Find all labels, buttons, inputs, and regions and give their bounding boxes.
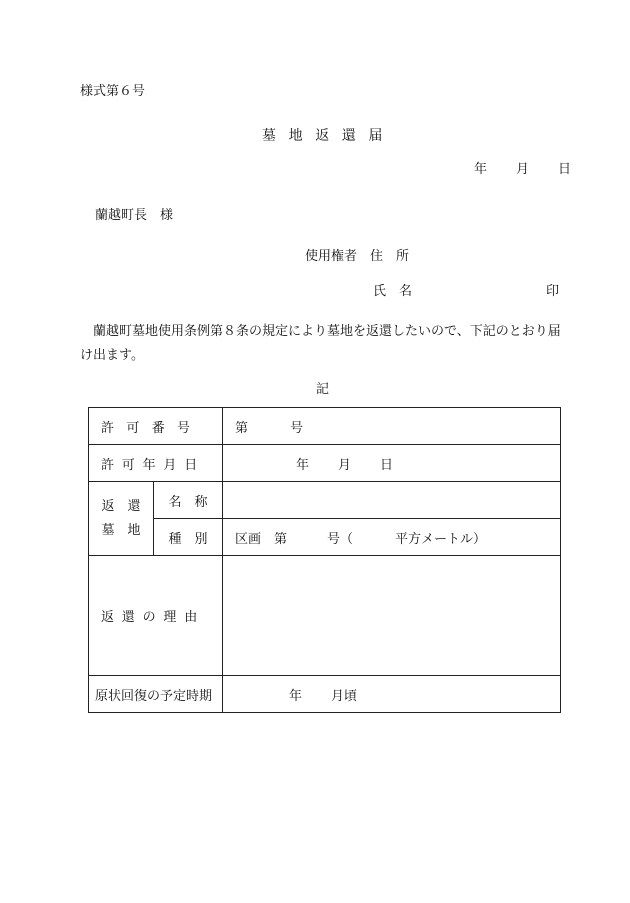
table-row [89,676,561,713]
grave-name-value [223,482,561,519]
table-row [89,445,561,482]
reason-label: 返還の理由 [89,556,223,676]
grave-name-label: 名 称 [154,482,223,519]
restore-label: 原状回復の予定時期 [89,676,223,713]
submission-date [474,158,571,177]
table-row [89,482,561,519]
table-row [89,408,561,445]
form-number: 様式第６号 [80,84,146,99]
date-day: 日 [558,162,572,177]
seal-mark: 印 [546,284,560,299]
table-row [89,556,561,676]
holder-name-label: 氏 名 [373,284,413,299]
grave-type-label: 種 別 [154,519,223,556]
permit-date-label: 許可年月日 [89,445,223,482]
permit-date-value: 年 月 日 [223,445,561,482]
date-year: 年 [474,162,488,177]
permit-number-label: 許可番号 [89,408,223,445]
addressee: 蘭越町長 様 [95,208,174,223]
reason-value [223,556,561,676]
holder-address-label: 住 所 [370,249,410,264]
body-text: 蘭越町墓地使用条例第８条の規定により墓地を返還したいので、下記のとおり届け出ます。 [80,324,561,363]
date-month: 月 [516,162,530,177]
table-row [89,519,561,556]
ki-heading: 記 [316,382,330,397]
holder-address-line [305,245,409,264]
document-title: 墓地返還届 [262,128,395,144]
permit-number-value: 第 号 [223,408,561,445]
grave-type-value: 区画 第 号（ 平方メートル） [223,519,561,556]
restore-value: 年 月頃 [223,676,561,713]
grave-group-label: 返 還 墓 地 [89,482,154,556]
holder-role: 使用権者 [305,249,358,264]
detail-table [88,407,561,713]
